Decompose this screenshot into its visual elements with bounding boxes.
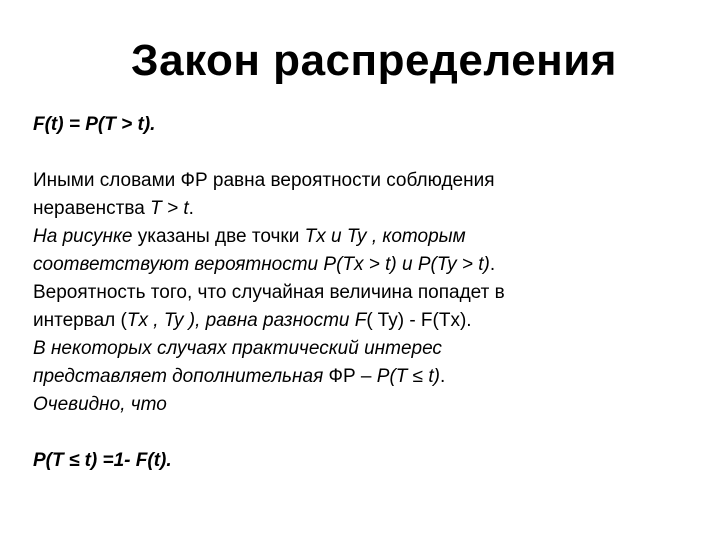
paragraph-4-line-1: В некоторых случаях практический интерес (33, 338, 442, 359)
text-run: . (489, 254, 496, 275)
formula-top: F(t) = P(T > t). (33, 114, 156, 135)
text-run-italic: P(T ≤ t) (376, 366, 440, 387)
slide-title: Закон распределения (131, 36, 617, 85)
text-run: указаны две точки (137, 226, 305, 247)
text-run-italic: соответствуют вероятности P(Tx > t) и P(Ty > t) (33, 254, 490, 275)
paragraph-2-line-2 (33, 251, 693, 279)
text-run: неравенства (33, 198, 151, 219)
text-run-italic: Tx и Ty , которым (304, 226, 466, 247)
slide-body (33, 111, 693, 475)
text-run-italic: T > t (150, 198, 189, 219)
text-run: интервал ( (33, 310, 127, 331)
paragraph-1-line-1: Иными словами ФР равна вероятности соблюдения (33, 170, 495, 191)
paragraph-1-line-2 (33, 195, 693, 223)
text-run: . (188, 198, 194, 219)
text-run-italic: Tx , Ty ), равна разности F (126, 310, 367, 331)
paragraph-3-line-1: Вероятность того, что случайная величина попадет в (33, 282, 505, 303)
text-run-italic: На рисунке (33, 226, 138, 247)
text-run-italic: представляет дополнительная (33, 366, 329, 387)
spacer (33, 419, 693, 447)
paragraph-4-line-3: Очевидно, что (33, 394, 167, 415)
text-run: . (439, 366, 446, 387)
text-run: ( Ty) - F(Tx). (366, 310, 472, 331)
formula-bottom: P(T ≤ t) =1- F(t). (33, 450, 172, 471)
paragraph-4-line-2 (33, 363, 693, 391)
paragraph-3-line-2 (33, 307, 693, 335)
paragraph-2-line-1 (33, 223, 693, 251)
text-run: ФР – (328, 366, 377, 387)
spacer (33, 139, 693, 167)
